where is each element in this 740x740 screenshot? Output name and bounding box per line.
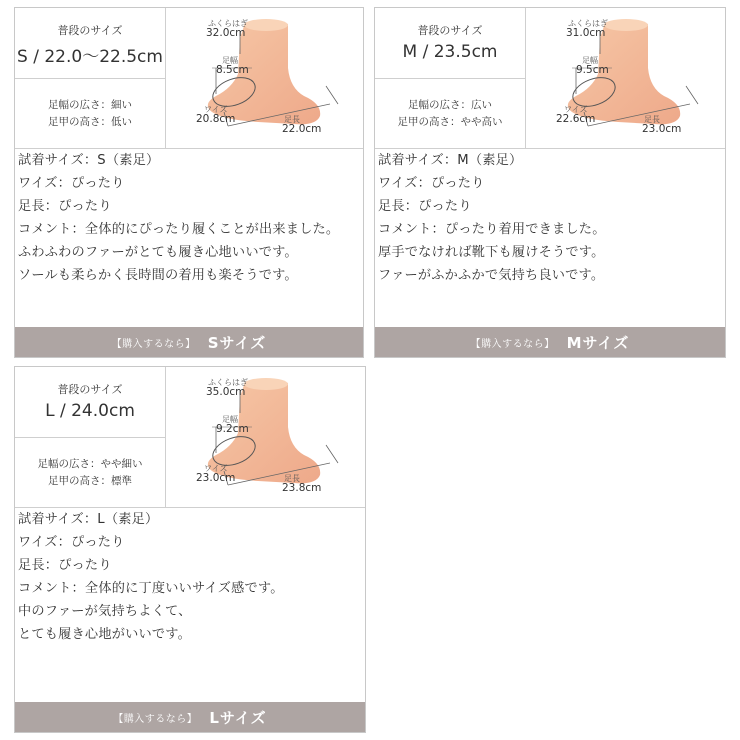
foot-diagram bbox=[166, 367, 365, 507]
foot-width-value: 8.5cm bbox=[216, 64, 249, 76]
foot-width-label: 足幅 bbox=[222, 56, 238, 65]
review-line-comment: コメント：ぴったり着用できました。 bbox=[378, 222, 606, 237]
recommended-size-prefix: 【購入するなら】 bbox=[113, 713, 198, 725]
recommended-size-bar bbox=[15, 327, 363, 357]
recommended-size-value: Lサイズ bbox=[209, 708, 267, 727]
foot-shape-box bbox=[15, 438, 165, 507]
foot-shape-box bbox=[15, 79, 165, 148]
review-line-comment-2: 中のファーが気持ちよくて、 bbox=[18, 604, 192, 619]
review-line-comment-2: ふわふわのファーがとても履き心地いいです。 bbox=[18, 245, 298, 260]
foot-shape-box bbox=[375, 79, 525, 148]
calf-label: ふくらはぎ bbox=[568, 19, 608, 28]
size-review-card-3 bbox=[14, 366, 366, 733]
calf-value: 32.0cm bbox=[206, 27, 246, 39]
review-line-comment: コメント：全体的にぴったり履くことが出来ました。 bbox=[18, 222, 340, 237]
length-label: 足長 bbox=[284, 115, 300, 124]
review-line-comment-3: ソールも柔らかく長時間の着用も楽そうです。 bbox=[18, 268, 298, 283]
usual-size-label: 普段のサイズ bbox=[57, 24, 123, 37]
review-line-length: 足長：ぴったり bbox=[378, 199, 472, 214]
foot-width-label: 足幅 bbox=[582, 56, 598, 65]
foot-illustration-icon bbox=[526, 8, 726, 148]
wise-label: ワイズ bbox=[204, 105, 228, 114]
review-line-comment: コメント：全体的に丁度いいサイズ感です。 bbox=[18, 581, 284, 596]
review-line-wise: ワイズ：ぴったり bbox=[18, 535, 125, 550]
review-line-comment-3: ファーがふかふかで気持ち良いです。 bbox=[378, 268, 605, 283]
review-line-size: 試着サイズ：L（素足） bbox=[18, 512, 159, 527]
card-header bbox=[375, 8, 725, 149]
foot-diagram bbox=[166, 8, 363, 148]
review-line-wise: ワイズ：ぴったり bbox=[18, 176, 125, 191]
length-label: 足長 bbox=[284, 474, 300, 483]
fitting-review bbox=[18, 508, 361, 646]
card-header bbox=[15, 8, 363, 149]
foot-width-value: 9.5cm bbox=[576, 64, 609, 76]
usual-size-box bbox=[15, 367, 165, 438]
usual-size-box bbox=[375, 8, 525, 79]
recommended-size-prefix: 【購入するなら】 bbox=[470, 338, 555, 350]
foot-illustration-icon bbox=[166, 367, 366, 507]
usual-size-label: 普段のサイズ bbox=[417, 24, 483, 37]
review-line-comment-3: とても履き心地がいいです。 bbox=[18, 627, 191, 642]
foot-width-text: 足幅の広さ：やや細い bbox=[37, 457, 143, 470]
recommended-size-value: Mサイズ bbox=[566, 333, 630, 352]
foot-width-value: 9.2cm bbox=[216, 423, 249, 435]
size-info bbox=[15, 367, 166, 507]
size-info bbox=[375, 8, 526, 148]
calf-value: 31.0cm bbox=[566, 27, 606, 39]
review-line-length: 足長：ぴったり bbox=[18, 558, 112, 573]
instep-height-text: 足甲の高さ：低い bbox=[48, 115, 132, 128]
size-info bbox=[15, 8, 166, 148]
wise-value: 22.6cm bbox=[556, 113, 596, 125]
fitting-review bbox=[378, 149, 721, 287]
review-line-wise: ワイズ：ぴったり bbox=[378, 176, 485, 191]
review-line-comment-2: 厚手でなければ靴下も履けそうです。 bbox=[378, 245, 605, 260]
foot-width-label: 足幅 bbox=[222, 415, 238, 424]
size-review-card-1 bbox=[14, 7, 364, 358]
foot-diagram bbox=[526, 8, 725, 148]
length-value: 23.0cm bbox=[642, 123, 682, 135]
calf-label: ふくらはぎ bbox=[208, 19, 248, 28]
card-header bbox=[15, 367, 365, 508]
recommended-size-prefix: 【購入するなら】 bbox=[111, 338, 196, 350]
recommended-size-bar bbox=[375, 327, 725, 357]
fitting-review bbox=[18, 149, 359, 287]
instep-height-text: 足甲の高さ：やや高い bbox=[397, 115, 503, 128]
foot-width-text: 足幅の広さ：広い bbox=[408, 98, 492, 111]
length-value: 23.8cm bbox=[282, 482, 322, 494]
usual-size-value: M / 23.5cm bbox=[402, 42, 498, 62]
usual-size-value: S / 22.0〜22.5cm bbox=[17, 47, 163, 67]
review-line-length: 足長：ぴったり bbox=[18, 199, 112, 214]
calf-label: ふくらはぎ bbox=[208, 378, 248, 387]
usual-size-box bbox=[15, 8, 165, 79]
length-value: 22.0cm bbox=[282, 123, 322, 135]
calf-value: 35.0cm bbox=[206, 386, 246, 398]
foot-illustration-icon bbox=[166, 8, 366, 148]
review-line-size: 試着サイズ：S（素足） bbox=[18, 153, 160, 168]
recommended-size-value: Sサイズ bbox=[207, 333, 267, 352]
wise-label: ワイズ bbox=[204, 464, 228, 473]
wise-label: ワイズ bbox=[564, 105, 588, 114]
foot-width-text: 足幅の広さ：細い bbox=[48, 98, 132, 111]
usual-size-label: 普段のサイズ bbox=[57, 383, 123, 396]
recommended-size-bar bbox=[15, 702, 365, 732]
usual-size-value: L / 24.0cm bbox=[45, 401, 135, 421]
instep-height-text: 足甲の高さ：標準 bbox=[48, 474, 132, 487]
wise-value: 23.0cm bbox=[196, 472, 236, 484]
length-label: 足長 bbox=[644, 115, 660, 124]
size-review-card-2 bbox=[374, 7, 726, 358]
review-line-size: 試着サイズ：M（素足） bbox=[378, 153, 523, 168]
wise-value: 20.8cm bbox=[196, 113, 236, 125]
